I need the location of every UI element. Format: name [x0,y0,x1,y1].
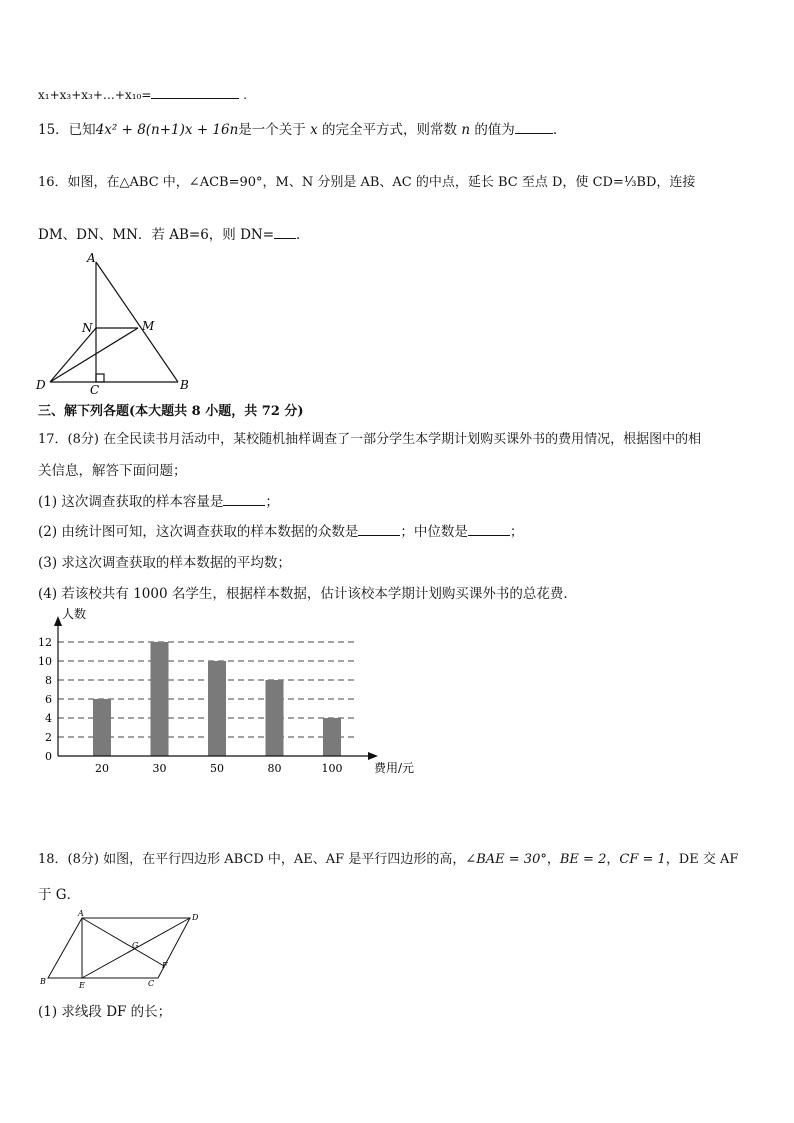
q18-line1-text: 18．(8分) 如图，在平行四边形 ABCD 中，AE、AF 是平行四边形的高， [38,852,466,867]
q18-be: BE = 2 [559,852,607,867]
q17-part2-median-text: ；中位数是 [400,524,468,540]
q17-bar-chart [28,602,428,778]
q17-part1-blank[interactable] [223,493,265,506]
q18-line1-end: ，DE 交 AF [665,852,739,867]
q18-label-b: B [40,977,46,986]
q16-line2 [38,223,310,243]
q15-var-n: n [461,122,471,138]
q18-label-c: C [148,979,155,988]
label-b: B [180,378,189,392]
q17-part1-end: ； [265,494,279,510]
y-tick-label: 2 [45,731,52,744]
y-tick-label: 8 [45,674,52,687]
segment-ab [96,262,178,382]
q16-line2-text: DM、DN、MN．若 AB=6，则 DN= [38,227,275,243]
label-m: M [142,319,155,333]
bar-50 [208,661,226,756]
parallelogram-abcd [48,918,190,978]
q17-median-blank[interactable] [468,523,510,536]
q15-end: . [552,122,558,138]
q15-answer-blank[interactable] [515,121,553,134]
segment-dn [50,328,96,382]
q16-triangle-figure [30,248,200,396]
q17-part3: (3) 求这次调查获取的样本数据的平均数； [38,555,291,571]
q18-label-f: F [162,961,168,970]
q18-angle: ∠BAE = 30° [465,852,547,867]
q17-mode-blank[interactable] [358,523,400,536]
x-axis-arrow [368,752,378,760]
q15-line [38,118,557,138]
y-tick-label: 12 [38,636,52,649]
x-tick-label-20: 20 [95,762,109,775]
y-tick-label: 0 [45,750,52,763]
x-tick-label-80: 80 [267,762,282,775]
q15-var-x: x [310,122,318,138]
bar-80 [266,680,284,756]
q16-line1: 16．如图，在△ABC 中，∠ACB=90°，M、N 分别是 AB、AC 的中点，延长 BC 至点 D，使 CD=⅓BD，连接 [38,175,696,190]
q15-expression: 4x² + 8(n+1)x + 16n [95,122,239,138]
q16-line2-end: ． [296,227,310,243]
q18-label-d: D [192,913,199,922]
q18-line1: 18．(8分) 如图，在平行四边形 ABCD 中，AE、AF 是平行四边形的高，∠BAE = 30°，BE = 2，CF = 1，DE 交 AF [38,852,739,867]
q17-part2 [38,520,523,540]
q15-middle2: 的完全平方式，则常数 [322,122,458,138]
right-angle-mark [96,374,104,382]
q17-part1 [38,490,279,510]
label-c: C [90,383,100,396]
label-a: A [87,251,96,265]
q18-parallelogram-figure [36,908,206,990]
q18-label-a: A [78,909,84,918]
label-d: D [36,378,46,392]
q18-part1: (1) 求线段 DF 的长； [38,1004,172,1020]
x-tick-label-100: 100 [321,762,343,775]
q17-part2-text: (2) 由统计图可知，这次调查获取的样本数据的众数是 [38,524,359,540]
q15-prefix: 15．已知 [38,122,96,138]
x-tick-label-50: 50 [210,762,224,775]
q14-end: . [243,88,248,102]
q17-line1: 17．(8分) 在全民读书月活动中，某校随机抽样调查了一部分学生本学期计划购买课外书的费用情况，根据图中的相 [38,432,702,447]
q17-part2-end: ； [509,524,524,540]
chart-y-tick-labels [38,636,52,763]
y-tick-label: 4 [45,712,52,725]
label-n: N [82,321,93,335]
q17-part4: (4) 若该校共有 1000 名学生，根据样本数据，估计该校本学期计划购买课外书的总花费． [38,586,577,602]
section-3-title: 三、解下列各题(本大题共 8 小题，共 72 分) [38,404,304,419]
q18-label-e: E [79,981,85,990]
segment-dm [50,328,138,382]
bar-20 [93,699,111,756]
chart-x-tick-labels [95,762,343,775]
q18-label-g: G [132,941,139,950]
x-tick-label-30: 30 [152,762,167,775]
q17-part1-text: (1) 这次调查获取的样本容量是 [38,494,224,510]
y-axis-label: 人数 [62,607,87,621]
y-tick-label: 10 [38,655,52,668]
q18-line2: 于 G． [38,887,81,903]
bar-30 [151,642,169,756]
q18-cf: CF = 1 [619,852,666,867]
q14-answer-blank[interactable] [151,86,239,99]
q15-middle: 是一个关于 [238,122,306,138]
q16-answer-blank[interactable] [274,226,296,239]
y-axis-arrow [54,616,62,626]
q14-sum-text: x₁+x₃+x₃+…+x₁₀= [38,88,152,102]
bar-100 [323,718,341,756]
x-axis-label: 费用/元 [374,761,415,775]
y-tick-label: 6 [45,693,52,706]
q15-suffix: 的值为 [474,122,515,138]
q17-line2: 关信息，解答下面问题； [38,463,187,479]
height-af [82,918,164,966]
q14-tail [38,86,247,102]
